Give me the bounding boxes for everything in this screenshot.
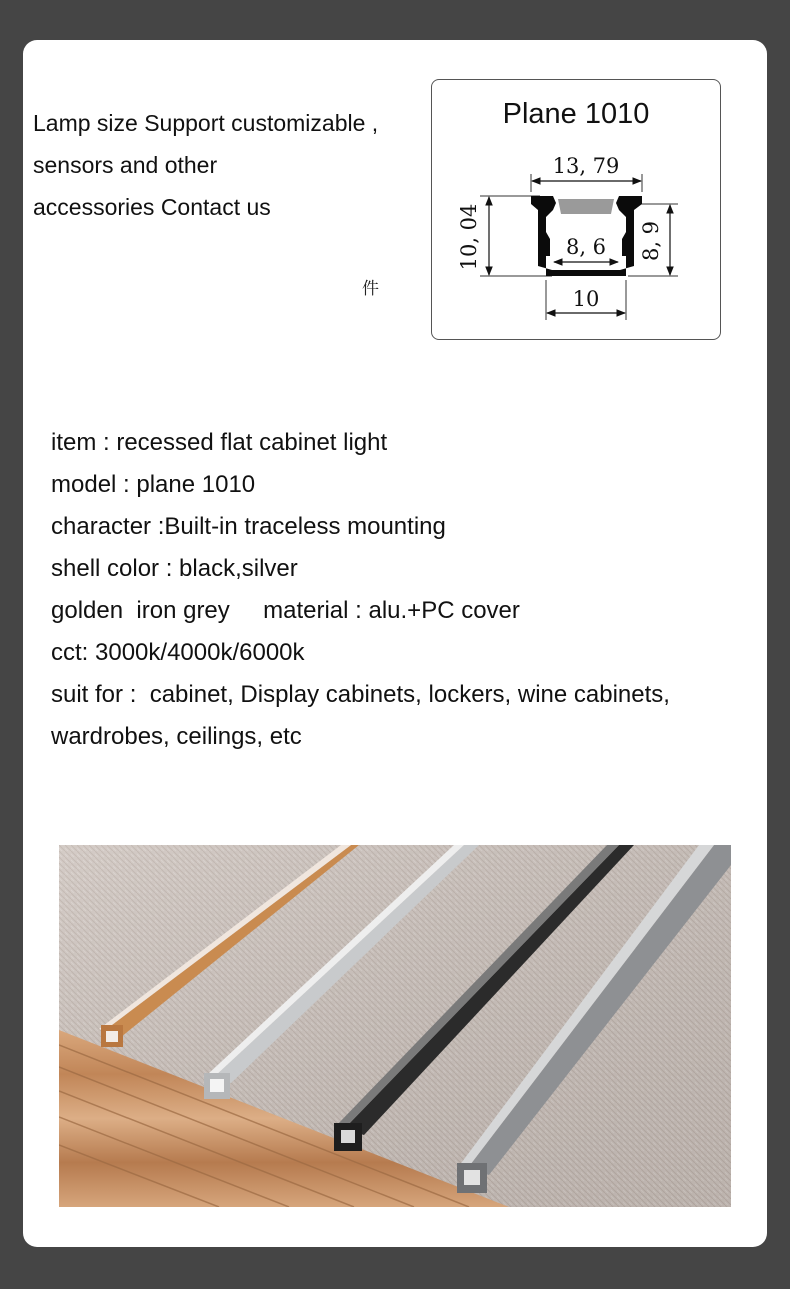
dim-inner-height: 8, 9 [639, 220, 663, 262]
intro-line: accessories Contact us [33, 194, 271, 220]
diagram-title: Plane 1010 [502, 98, 650, 130]
dim-total-height: 10, 04 [457, 203, 481, 271]
spec-line: model : plane 1010 [51, 471, 256, 498]
spec-line: cct: 3000k/4000k/6000k [51, 639, 305, 666]
product-photo [59, 845, 731, 1207]
stray-character: 件 [362, 279, 379, 298]
profile-diagram [431, 79, 721, 340]
profile-cross-section-drawing [432, 80, 720, 339]
dim-top-width: 13, 79 [552, 154, 620, 178]
intro-text [33, 102, 378, 228]
content-card [23, 40, 767, 1247]
spec-line: wardrobes, ceilings, etc [51, 723, 302, 750]
dim-bottom-width: 10 [572, 287, 600, 311]
spec-line: suit for : cabinet, Display cabinets, lockers, wine cabinets, [51, 681, 670, 708]
intro-line: sensors and other [33, 152, 218, 178]
intro-line: Lamp size Support customizable , [33, 110, 379, 136]
aluminum-profiles-image [59, 845, 731, 1207]
spec-line: character :Built-in traceless mounting [51, 513, 446, 540]
dim-inner-width: 8, 6 [565, 235, 607, 259]
spec-line: golden iron grey material : alu.+PC cover [51, 597, 520, 624]
spec-line: shell color : black,silver [51, 555, 298, 582]
spec-line: item : recessed flat cabinet light [51, 429, 388, 456]
spec-list [51, 422, 670, 758]
diffuser-cover [558, 199, 614, 214]
